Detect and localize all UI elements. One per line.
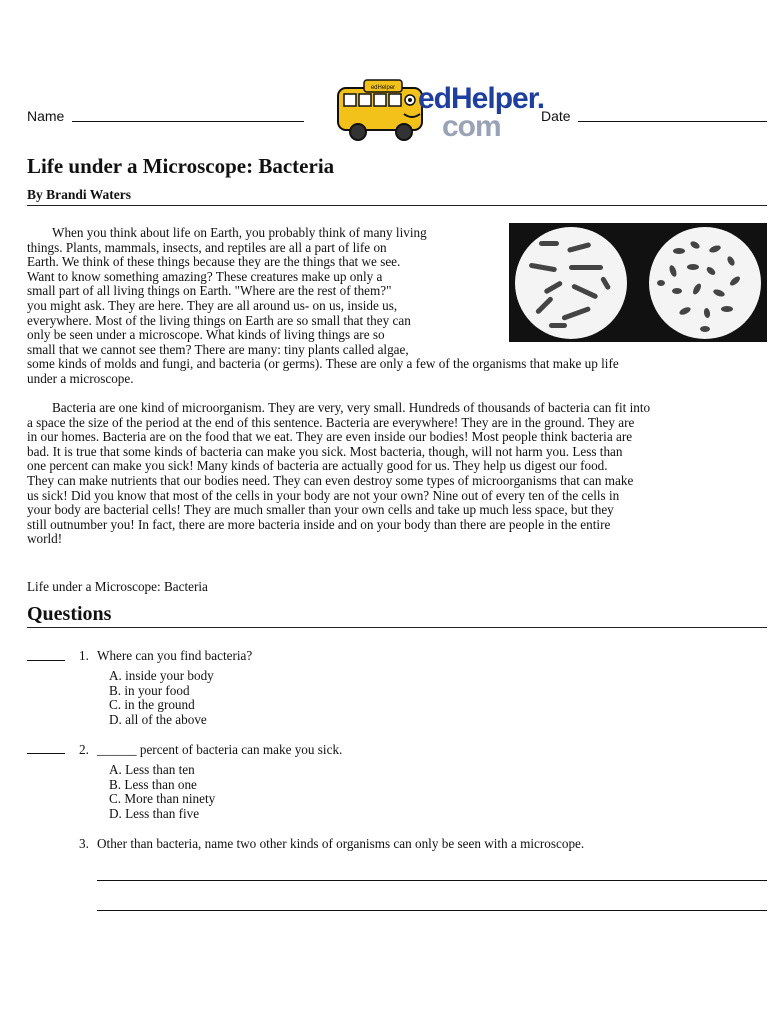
question-text: Other than bacteria, name two other kinds of organisms can only be seen with a microscope.: [97, 836, 585, 851]
option-b[interactable]: B. Less than one: [109, 776, 197, 792]
text-line: under a microscope.: [27, 370, 134, 386]
article-title: Life under a Microscope: Bacteria: [27, 154, 335, 178]
question-number: 3.: [79, 836, 89, 851]
logo-main-text: edHelper.: [418, 82, 545, 115]
logo-sub-text: com: [442, 110, 501, 143]
text-line: They can make nutrients that our bodies need. They can even destroy some types of microorganisms that can make: [27, 472, 634, 488]
title-divider: [27, 205, 767, 206]
name-label: Name: [27, 108, 65, 124]
option-a[interactable]: A. Less than ten: [109, 762, 195, 777]
paragraph-2: [27, 401, 767, 547]
section-subtitle: Life under a Microscope: Bacteria: [27, 579, 208, 594]
text-line: small part of all living things on Earth. "Where are the rest of them?": [27, 283, 392, 299]
date-input-line[interactable]: [578, 121, 767, 122]
text-line: us sick! Did you know that most of the cells in your body are not your own? Nine out of every ten of the cells in: [27, 487, 620, 503]
text-line: still outnumber you! In fact, there are more bacteria inside and on your body than there are people in the entire: [27, 516, 611, 532]
option-d[interactable]: D. all of the above: [109, 711, 207, 727]
edhelper-logo: [334, 78, 545, 148]
text-line: you might ask. They are here. They are all around us- on us, inside us,: [27, 297, 398, 313]
question-number: 2.: [79, 742, 89, 757]
text-line: bad. It is true that some kinds of bacteria can make you sick. Most bacteria, though, will not harm you. Less than: [27, 443, 623, 459]
answer-line-1[interactable]: [97, 880, 767, 881]
question-number: 1.: [79, 648, 89, 663]
text-line: world!: [27, 531, 63, 547]
text-line: your body are bacterial cells! They are much smaller than your own cells and take up much less space, but they: [27, 502, 614, 518]
article-byline: By Brandi Waters: [27, 187, 132, 202]
paragraph-1: [27, 226, 767, 387]
questions-divider: [27, 627, 767, 628]
text-line: in our homes. Bacteria are on the food that we eat. They are even inside our bodies! Most people think bacteria are: [27, 429, 633, 445]
question-options: [109, 669, 214, 727]
text-line: some kinds of molds and fungi, and bacteria (or germs). These are only a few of the organisms that make up life: [27, 356, 619, 372]
text-line: Earth. We think of these things because they are the things that we see.: [27, 254, 401, 270]
date-label: Date: [541, 108, 571, 124]
questions-heading: Questions: [27, 603, 112, 625]
text-line: a space the size of the period at the end of this sentence. Bacteria are everywhere! They are in the ground. They are: [27, 414, 635, 430]
bus-sign-text: edHelper: [370, 85, 396, 91]
question-text: ______ percent of bacteria can make you sick.: [97, 742, 343, 757]
option-d[interactable]: D. Less than five: [109, 805, 200, 821]
question-text: Where can you find bacteria?: [97, 648, 253, 663]
text-line: one percent can make you sick! Many kinds of bacteria are actually good for us. They help us digest our food.: [27, 458, 608, 474]
name-input-line[interactable]: [72, 121, 304, 122]
text-line: Bacteria are one kind of microorganism. They are very, very small. Hundreds of thousands of bacteria can fit into: [52, 400, 651, 415]
option-c[interactable]: C. in the ground: [109, 697, 195, 713]
answer-blank-1[interactable]: [27, 660, 65, 661]
option-b[interactable]: B. in your food: [109, 682, 190, 698]
answer-blank-2[interactable]: [27, 753, 65, 754]
option-a[interactable]: A. inside your body: [109, 668, 214, 683]
answer-line-2[interactable]: [97, 910, 767, 911]
text-line: When you think about life on Earth, you probably think of many living: [52, 225, 427, 240]
option-c[interactable]: C. More than ninety: [109, 791, 216, 807]
text-line: only be seen under a microscope. What kinds of living things are so: [27, 327, 385, 343]
text-line: things. Plants, mammals, insects, and reptiles are all a part of life on: [27, 239, 387, 255]
text-line: small that we cannot see them? There are many: tiny plants called algae,: [27, 341, 409, 357]
text-line: Want to know something amazing? These creatures make up only a: [27, 268, 383, 284]
text-line: everywhere. Most of the living things on Earth are so small that they can: [27, 312, 411, 328]
question-options: [109, 763, 215, 821]
